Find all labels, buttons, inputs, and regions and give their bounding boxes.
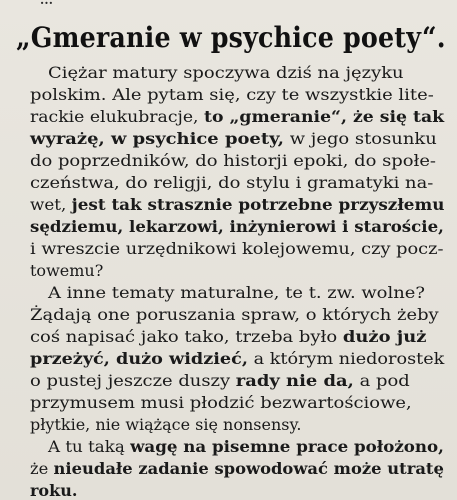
text-run: wet, bbox=[30, 195, 72, 214]
text-run: przymusem musi płodzić bezwartościowe, bbox=[30, 393, 412, 412]
top-cut-text: ... bbox=[40, 0, 54, 7]
text-run: towemu? bbox=[30, 261, 104, 280]
text-line bbox=[30, 128, 437, 150]
text-line bbox=[30, 348, 444, 370]
text-run: a pod bbox=[353, 371, 410, 390]
text-run: że bbox=[30, 459, 54, 478]
text-line bbox=[30, 106, 444, 128]
text-line bbox=[30, 238, 443, 260]
text-line bbox=[48, 436, 444, 458]
text-run: A tu taką bbox=[48, 437, 131, 456]
text-run: i wreszcie urzędnikowi kolejowemu, czy pocz- bbox=[30, 239, 444, 258]
text-line bbox=[30, 172, 433, 194]
text-line bbox=[30, 304, 439, 326]
text-run: A inne tematy maturalne, te t. zw. wolne? bbox=[48, 283, 425, 302]
text-line bbox=[48, 282, 425, 304]
bold-text-run: sędziemu, lekarzowi, inżynierowi i starościе, bbox=[30, 217, 444, 236]
text-run: coś napisać jako tako, trzeba było bbox=[30, 327, 343, 346]
bold-text-run: roku. bbox=[30, 481, 78, 500]
text-line bbox=[30, 326, 426, 348]
text-run: płytkie, nie wiążące się nonsensy. bbox=[30, 415, 302, 434]
bold-text-run: to „gmeranie“, że się tak bbox=[204, 107, 445, 126]
bold-text-run: przeżyć, dużo widzieć, bbox=[30, 349, 249, 368]
text-line bbox=[30, 458, 444, 480]
text-line bbox=[30, 480, 77, 500]
bold-text-run: rady nie da, bbox=[235, 371, 354, 390]
text-run: w jego stosunku bbox=[284, 129, 437, 148]
text-line bbox=[30, 150, 436, 172]
text-run: do poprzedników, do historji epoki, do społe- bbox=[30, 151, 436, 170]
text-run: polskim. Ale pytam się, czy te wszystkie lite- bbox=[30, 85, 434, 104]
text-line bbox=[30, 392, 412, 414]
text-run: a którym niedorostek bbox=[248, 349, 445, 368]
text-line bbox=[30, 194, 444, 216]
text-run: czeństwa, do religji, do stylu i gramatyki na- bbox=[30, 173, 434, 192]
bold-text-run: wagę na pisemne prace położono, bbox=[130, 437, 444, 456]
text-line bbox=[30, 370, 410, 392]
text-line bbox=[30, 84, 434, 106]
bold-text-run: wyrażę, w psychice poety, bbox=[30, 129, 285, 148]
bold-text-run: jest tak strasznie potrzebne przyszłemu bbox=[71, 195, 445, 214]
text-run: Żądają one poruszania spraw, o których żeby bbox=[30, 305, 439, 324]
text-line bbox=[30, 260, 103, 282]
article-headline: „Gmeranie w psychice poety“. bbox=[16, 21, 446, 54]
text-run: o pustej jeszcze duszy bbox=[30, 371, 236, 390]
text-line bbox=[48, 62, 404, 84]
text-run: rackie elukubracje, bbox=[30, 107, 205, 126]
text-line bbox=[30, 216, 444, 238]
bold-text-run: nieudałe zadanie spowodować może utratę bbox=[53, 459, 444, 478]
text-line bbox=[30, 414, 301, 436]
bold-text-run: dużo już bbox=[342, 327, 427, 346]
text-run: Ciężar matury spoczywa dziś na języku bbox=[48, 63, 404, 82]
